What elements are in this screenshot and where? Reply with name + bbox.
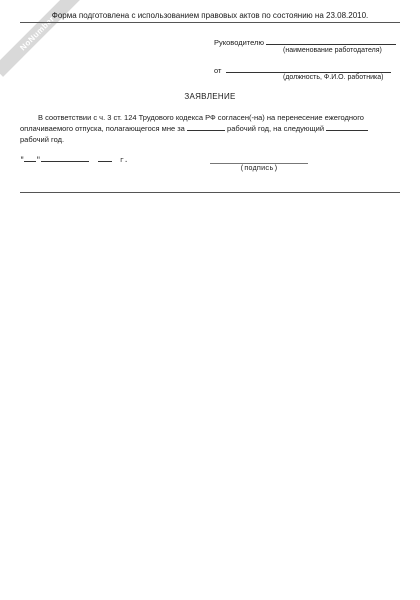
addressee-to-label: Руководителю <box>214 38 265 47</box>
employer-name-caption: (наименование работодателя) <box>283 47 382 54</box>
watermark-text: NoNumber <box>17 13 57 53</box>
signature-caption: (подпись) <box>240 165 278 173</box>
work-year-next-field[interactable] <box>326 123 368 131</box>
date-month-field[interactable] <box>41 155 89 162</box>
date-day-field[interactable] <box>24 155 36 162</box>
document-title: ЗАЯВЛЕНИЕ <box>184 92 236 101</box>
statement-line-2-part-2: рабочий год, на следующий <box>227 124 325 133</box>
header-rule <box>20 22 400 23</box>
date-open-quote: " <box>20 157 25 165</box>
statement-body <box>20 112 400 145</box>
employer-name-field[interactable] <box>266 36 396 45</box>
date-year-field[interactable] <box>98 155 112 162</box>
footer-rule <box>20 192 400 193</box>
date-close-quote: " <box>36 157 41 165</box>
signature-line[interactable] <box>210 163 308 164</box>
addressee-from-label: от <box>214 66 222 75</box>
work-year-current-field[interactable] <box>187 123 225 131</box>
employee-name-caption: (должность, Ф.И.О. работника) <box>283 74 384 81</box>
statement-line-2-part-1: оплачиваемого отпуска, полагающегося мне за <box>20 124 185 133</box>
form-preparation-note: Форма подготовлена с использованием правовых актов по состоянию на 23.08.2010. <box>51 11 369 20</box>
statement-line-3: рабочий год. <box>20 135 65 144</box>
employee-name-field[interactable] <box>226 64 391 73</box>
date-row <box>20 155 128 166</box>
statement-line-1: В соответствии с ч. 3 ст. 124 Трудового кодекса РФ согласен(-на) на перенесение ежегодного <box>38 113 364 122</box>
date-year-suffix: г. <box>119 157 129 165</box>
statement-line-2 <box>20 123 400 134</box>
